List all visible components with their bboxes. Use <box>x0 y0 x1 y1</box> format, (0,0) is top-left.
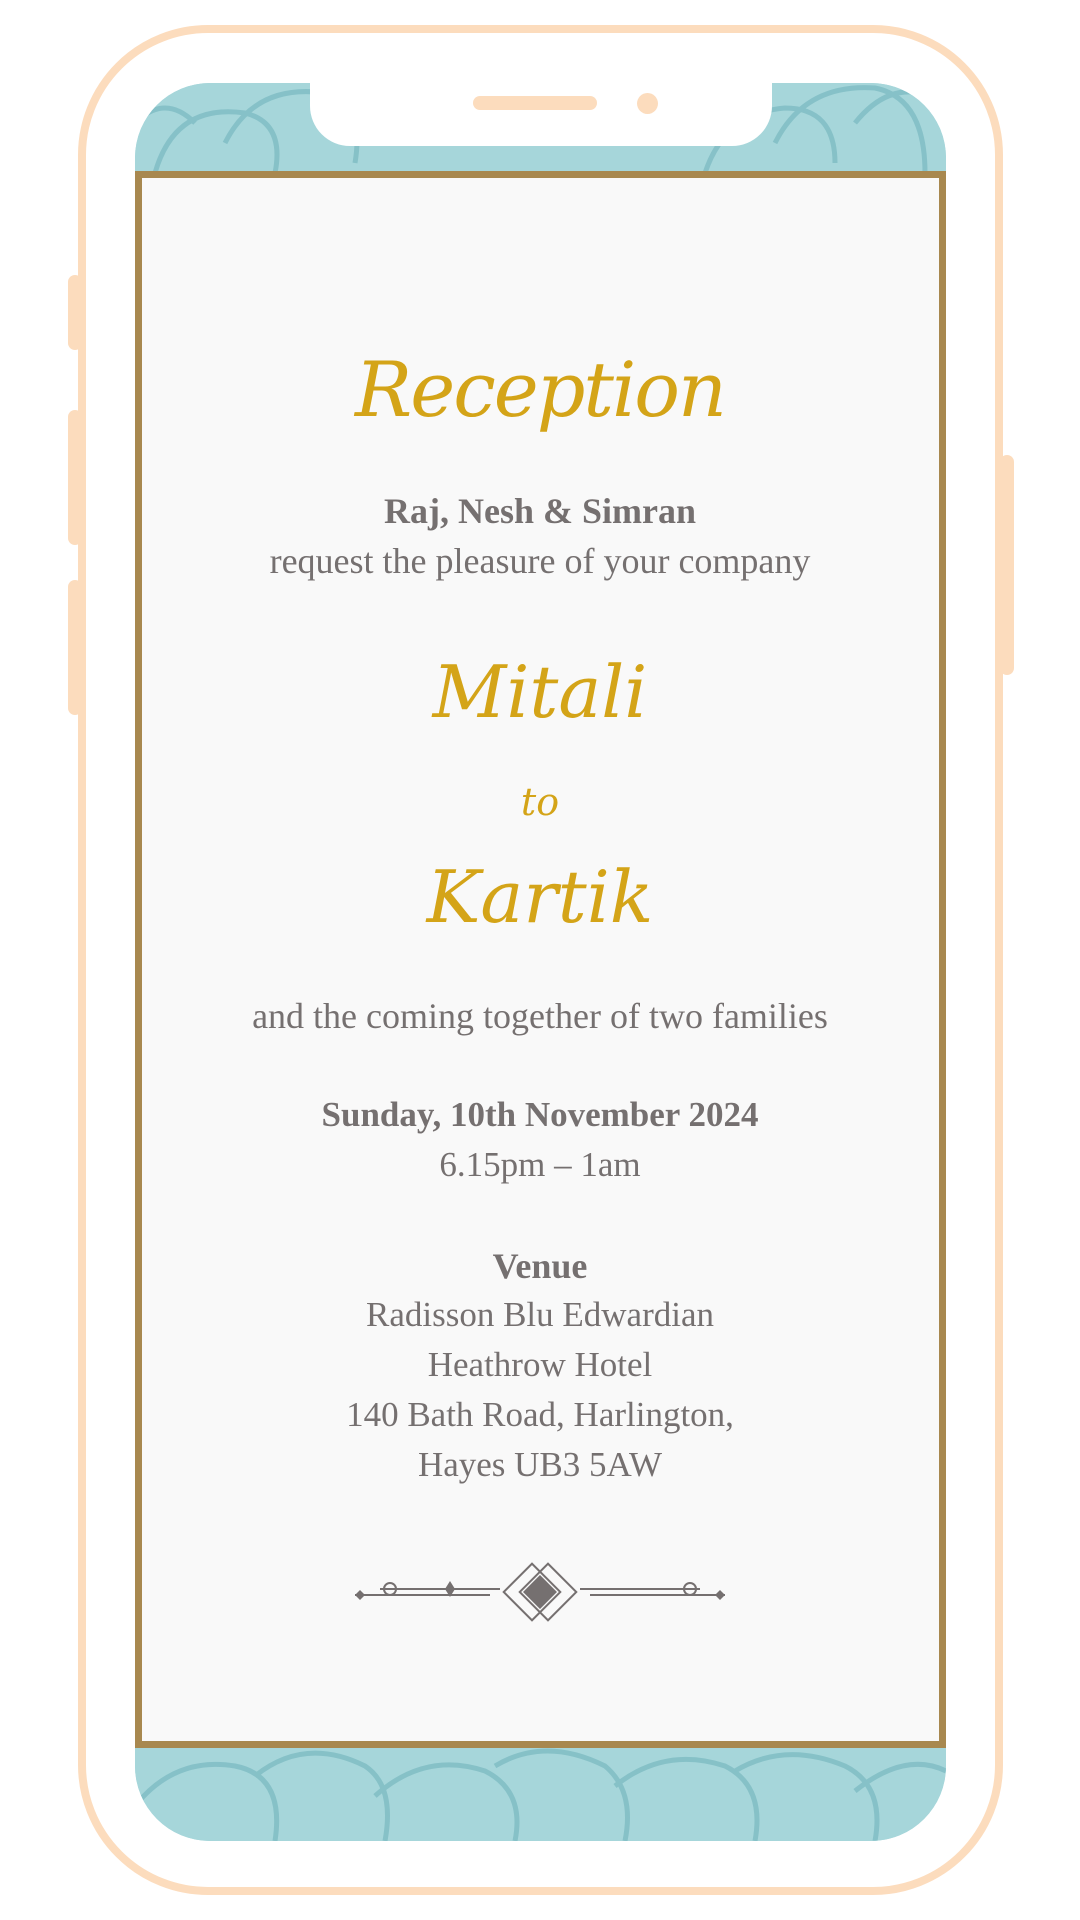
venue-label: Venue <box>492 1246 588 1286</box>
venue-line: 140 Bath Road, Harlington, <box>346 1395 734 1434</box>
event-time: 6.15pm – 1am <box>439 1145 641 1184</box>
phone-notch <box>310 70 772 146</box>
venue-line: Radisson Blu Edwardian <box>365 1295 715 1334</box>
event-date: Sunday, 10th November 2024 <box>321 1095 759 1134</box>
bride-name: Mitali <box>432 650 648 734</box>
camera-icon <box>637 93 658 114</box>
invitation-title: Reception <box>355 345 725 434</box>
hosts-names: Raj, Nesh & Simran <box>384 491 696 531</box>
speaker-icon <box>473 96 597 110</box>
venue-line: Heathrow Hotel <box>427 1345 653 1384</box>
families-line: and the coming together of two families <box>252 996 828 1036</box>
ornamental-divider-icon <box>340 1560 740 1630</box>
venue-line: Hayes UB3 5AW <box>417 1445 663 1484</box>
floral-pattern-bottom <box>135 1746 946 1841</box>
to-connector: to <box>520 780 560 824</box>
request-line: request the pleasure of your company <box>269 541 811 581</box>
groom-name: Kartik <box>426 855 654 939</box>
